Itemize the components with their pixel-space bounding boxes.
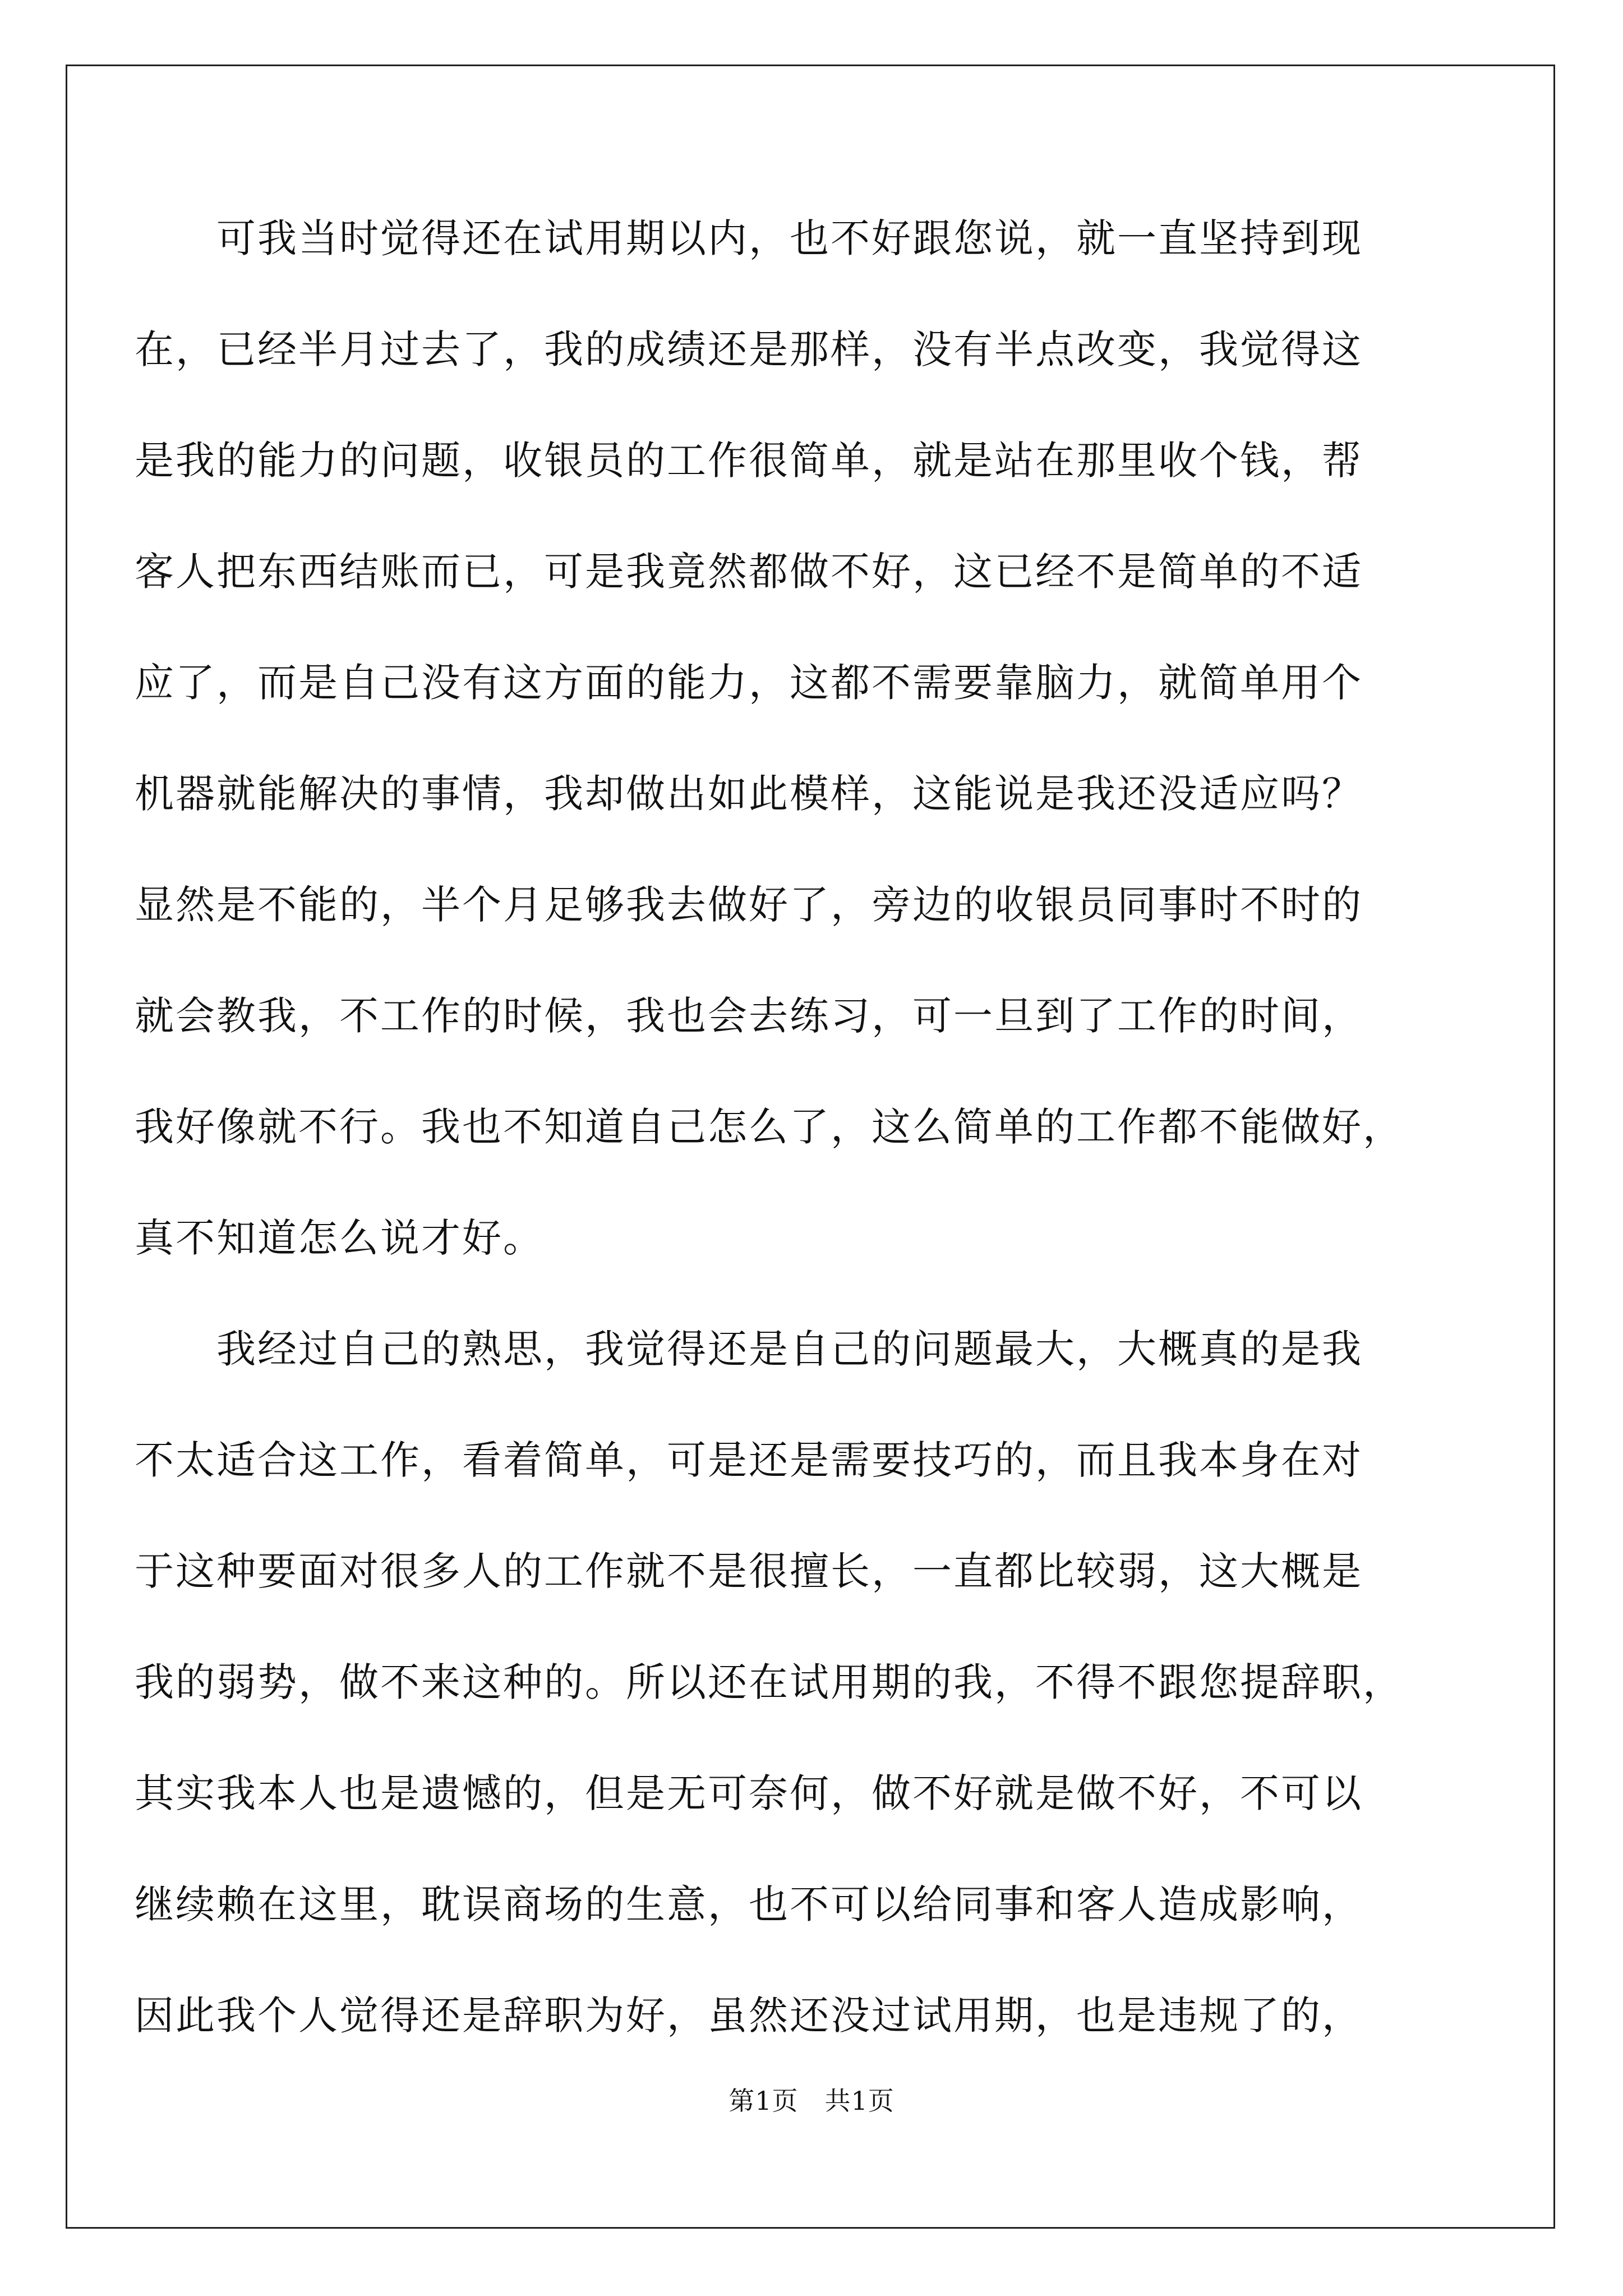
text-line: 于这种要面对很多人的工作就不是很擅长，一直都比较弱，这大概是	[135, 1548, 1363, 1594]
text-line: 就会教我，不工作的时候，我也会去练习，可一旦到了工作的时间，	[135, 993, 1363, 1039]
text-line: 应了，而是自己没有这方面的能力，这都不需要靠脑力，就简单用个	[135, 660, 1363, 706]
text-line: 客人把东西结账而已，可是我竟然都做不好，这已经不是简单的不适	[135, 549, 1363, 595]
text-line: 我的弱势，做不来这种的。所以还在试用期的我，不得不跟您提辞职，	[135, 1659, 1404, 1705]
text-line: 因此我个人觉得还是辞职为好，虽然还没过试用期，也是违规了的，	[135, 1993, 1363, 2039]
text-line: 不太适合这工作，看着简单，可是还是需要技巧的，而且我本身在对	[135, 1437, 1363, 1483]
page-number-label: 第1页 共1页	[728, 2086, 895, 2116]
text-line: 显然是不能的，半个月足够我去做好了，旁边的收银员同事时不时的	[135, 882, 1363, 928]
text-line: 我经过自己的熟思，我觉得还是自己的问题最大，大概真的是我	[135, 1326, 1363, 1372]
text-line: 是我的能力的问题，收银员的工作很简单，就是站在那里收个钱，帮	[135, 438, 1363, 484]
text-line: 其实我本人也是遗憾的，但是无可奈何，做不好就是做不好，不可以	[135, 1770, 1363, 1816]
page-footer	[0, 2084, 1623, 2118]
text-line: 可我当时觉得还在试用期以内，也不好跟您说，就一直坚持到现	[135, 215, 1363, 261]
text-line: 继续赖在这里，耽误商场的生意，也不可以给同事和客人造成影响，	[135, 1881, 1363, 1927]
text-line: 在，已经半月过去了，我的成绩还是那样，没有半点改变，我觉得这	[135, 326, 1363, 372]
text-line: 机器就能解决的事情，我却做出如此模样，这能说是我还没适应吗？	[135, 771, 1363, 817]
text-line: 我好像就不行。我也不知道自己怎么了，这么简单的工作都不能做好，	[135, 1104, 1404, 1150]
text-line: 真不知道怎么说才好。	[135, 1215, 544, 1261]
